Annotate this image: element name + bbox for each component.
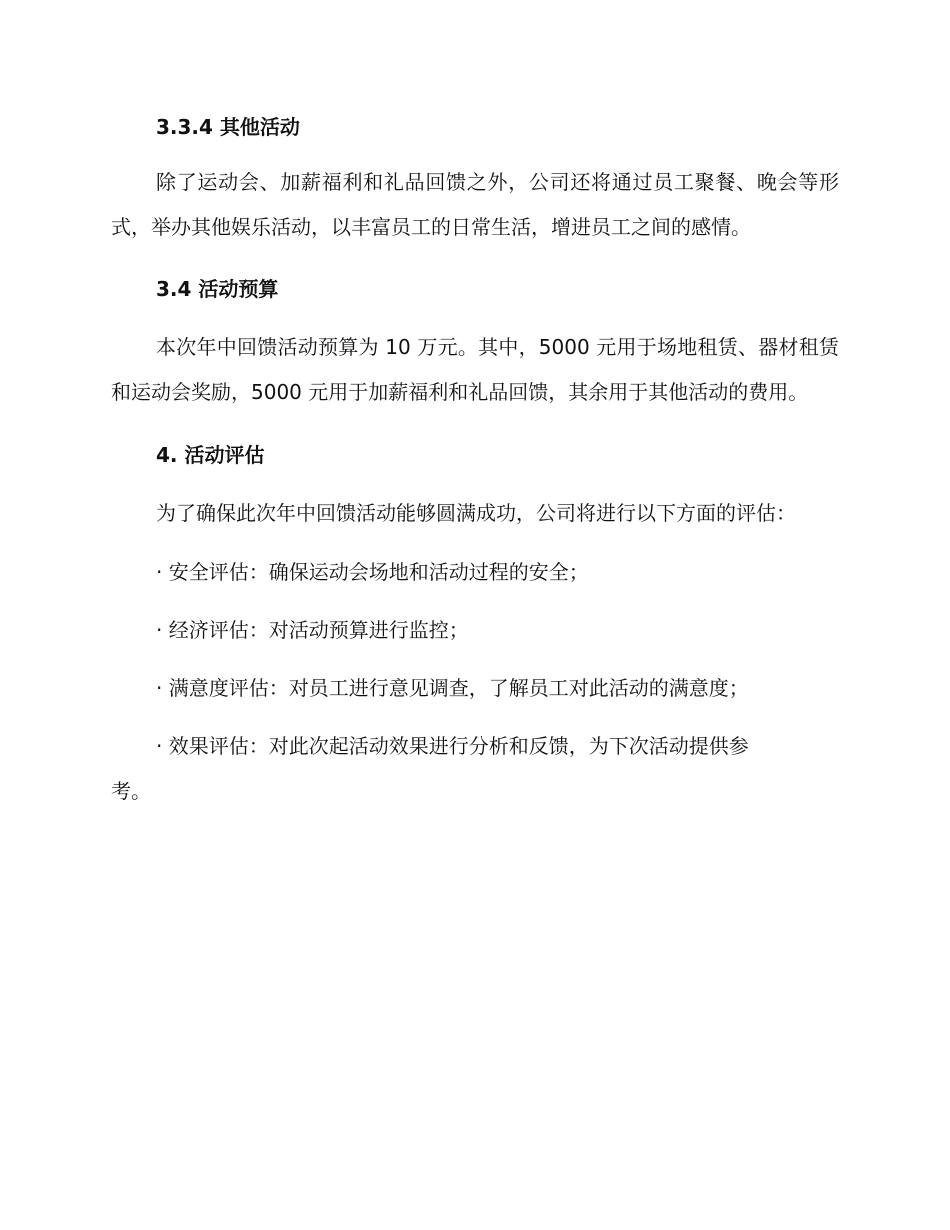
bullet-item-safety: · 安全评估：确保运动会场地和活动过程的安全； [156,560,589,584]
bullet-item-effect [111,724,839,814]
bullet-item-economic: · 经济评估：对活动预算进行监控； [156,618,469,642]
bullet-item-effect-continuation: 考。 [111,779,151,803]
section-heading-3-4: 3.4 活动预算 [156,277,279,301]
bullet-item-satisfaction: · 满意度评估：对员工进行意见调查，了解员工对此活动的满意度； [156,676,749,700]
section-paragraph-3-3-4: 除了运动会、加薪福利和礼品回馈之外，公司还将通过员工聚餐、晚会等形式，举办其他娱乐活动，以丰富员工的日常生活，增进员工之间的感情。 [111,170,839,239]
document-content [111,108,839,814]
section-paragraph-4: 为了确保此次年中回馈活动能够圆满成功，公司将进行以下方面的评估： [156,501,796,525]
section-paragraph-3-4: 本次年中回馈活动预算为 10 万元。其中，5000 元用于场地租赁、器材租赁和运动会奖励，5000 元用于加薪福利和礼品回馈，其余用于其他活动的费用。 [111,335,839,404]
section-heading-3-3-4: 3.3.4 其他活动 [156,115,300,139]
section-heading-4: 4. 活动评估 [156,443,265,467]
bullet-item-effect-text: · 效果评估：对此次起活动效果进行分析和反馈，为下次活动提供参 [156,734,749,758]
